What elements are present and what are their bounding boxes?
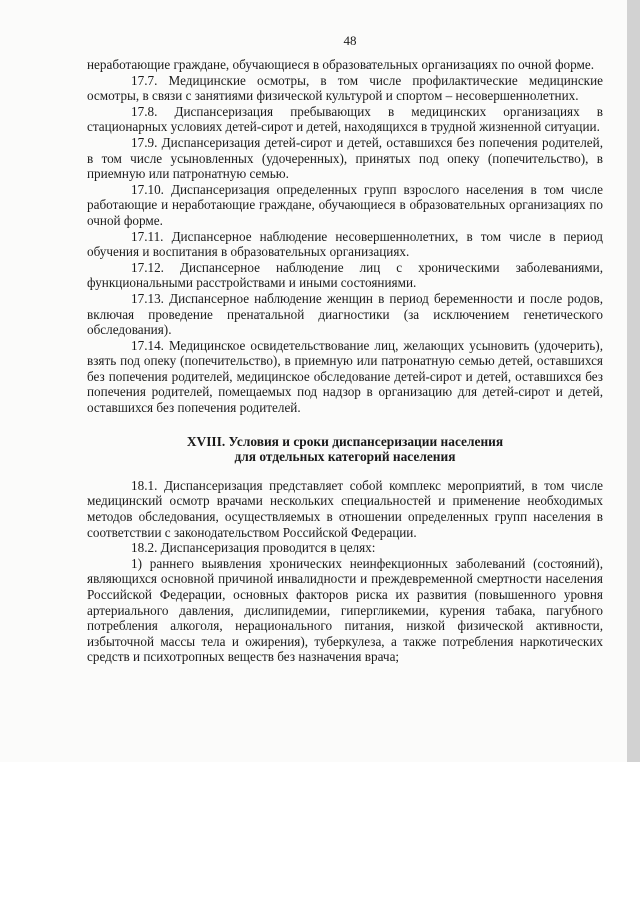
paragraph: 17.10. Диспансеризация определенных групп взрослого населения в том числе работающие и неработающие граждане, обучающиеся в образовательных организациях по очной форме. [87,181,603,228]
section-heading-line-2: для отдельных категорий населения [234,449,456,465]
paragraph: неработающие граждане, обучающиеся в образовательных организациях по очной форме. [87,57,595,72]
paragraph-list-section-17 [87,57,603,416]
section-heading [87,434,603,465]
paragraph: 17.13. Диспансерное наблюдение женщин в период беременности и после родов, включая проведение пренатальной диагностики (за исключением генетического обследования). [87,290,603,338]
paragraph: 18.2. Диспансеризация проводится в целях: [131,540,376,556]
paragraph: 18.1. Диспансеризация представляет собой комплекс мероприятий, в том числе медицинский осмотр врачами нескольких специальностей и применение необходимых методов обследования, осуществляемых в отношении определенных групп населения в соответствии с законодательством Российской Федерации. [87,477,603,540]
paragraph: 17.9. Диспансеризация детей-сирот и детей, оставшихся без попечения родителей, в том числе усыновленных (удочеренных), принятых под опеку (попечительство), в приемную или патронатную семью. [87,134,603,182]
paragraph: 17.14. Медицинское освидетельствование лиц, желающих усыновить (удочерить), взять под опеку (попечительство), в приемную или патронатную семью детей, оставшихся без попечения родителей, медицинское обследование детей-сирот и детей, оставшихся без попечения родителей, помещаемых под надзор в организацию для детей-сирот и детей, оставшихся без попечения родителей. [87,337,603,416]
paragraph: 1) раннего выявления хронических неинфекционных заболеваний (состояний), являющихся основной причиной инвалидности и преждевременной смертности населения Российской Федерации, основных факторов риска их развития (повышенного уровня артериального давления, дислипидемии, гипергликемии, курения табака, пагубного потребления алкоголя, нерационального питания, низкой физической активности, избыточной массы тела и ожирения), туберкулеза, а также потребления наркотических средств и психотропных веществ без назначения врача; [87,555,603,665]
paragraph: 17.7. Медицинские осмотры, в том числе профилактические медицинские осмотры, в связи с занятиями физической культурой и спортом – несовершеннолетних. [87,72,603,104]
blank-area [0,762,640,905]
page-number: 48 [343,33,357,48]
scan-edge [627,0,640,762]
document-body [87,57,603,665]
paragraph: 17.12. Диспансерное наблюдение лиц с хроническими заболеваниями, функциональными расстройствами и иными состояниями. [87,259,603,291]
section-heading-line-1: XVIII. Условия и сроки диспансеризации населения [186,433,504,449]
paragraph: 17.8. Диспансеризация пребывающих в медицинских организациях в стационарных условиях детей-сирот и детей, находящихся в трудной жизненной ситуации. [87,103,603,135]
paragraph-list-section-18 [87,478,603,665]
paragraph: 17.11. Диспансерное наблюдение несовершеннолетних, в том числе в период обучения и воспитания в образовательных организациях. [87,228,603,260]
